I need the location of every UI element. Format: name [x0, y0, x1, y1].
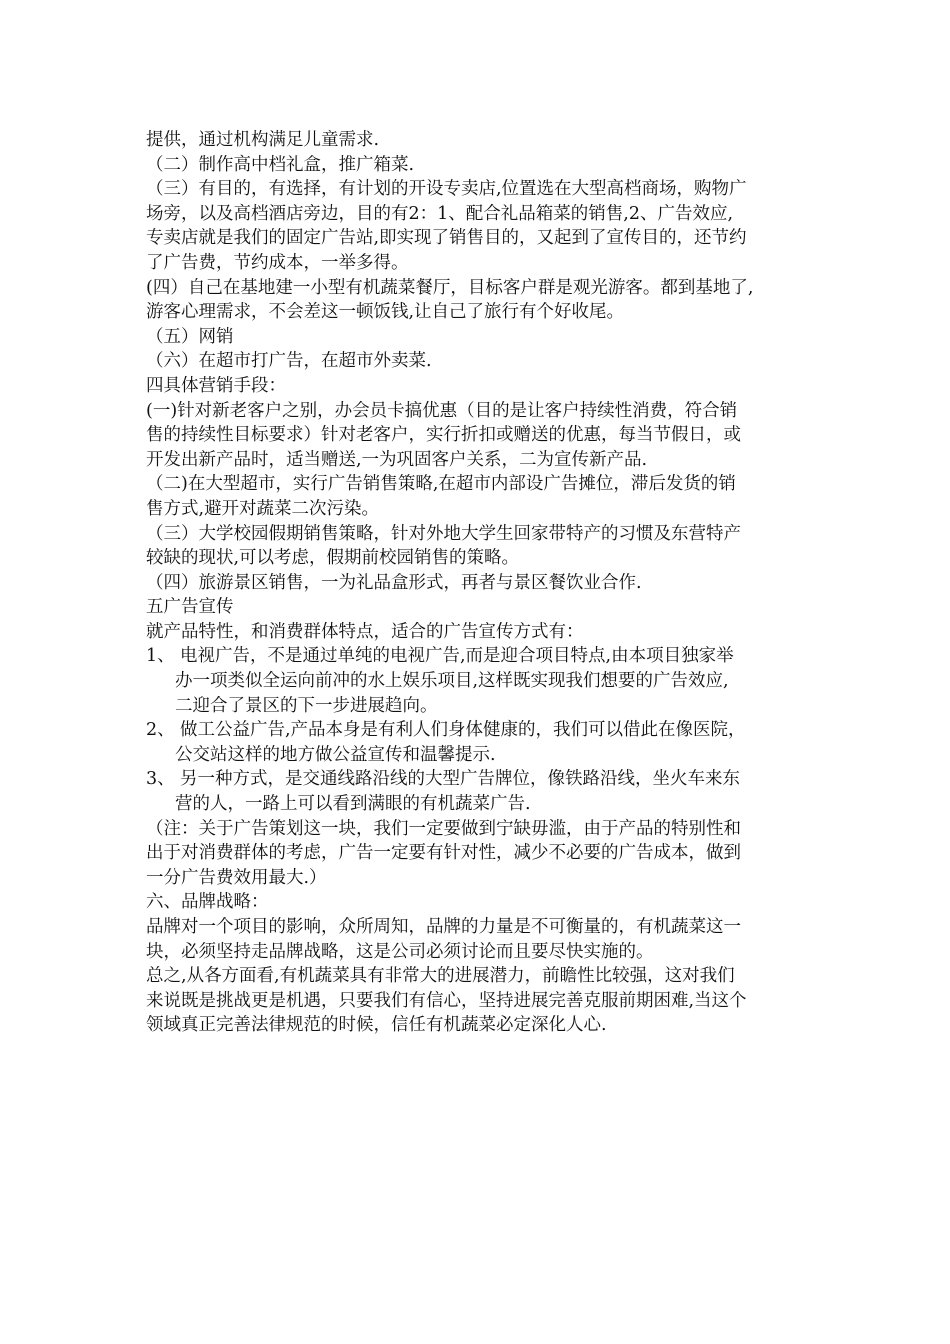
text-line: 场旁，以及高档酒店旁边，目的有2：1、配合礼品箱菜的销售,2、广告效应,: [146, 203, 734, 224]
document-page: [146, 128, 816, 1038]
list-text: 二迎合了景区的下一步进展趋向。: [175, 695, 438, 716]
note-line: 出于对消费群体的考虑，广告一定要有针对性，减少不必要的广告成本，做到: [146, 843, 741, 864]
section-heading: 五广告宣传: [146, 597, 234, 618]
text-line: (四）自己在基地建一小型有机蔬菜餐厅，目标客户群是观光游客。都到基地了,: [146, 277, 754, 298]
text-line: 较缺的现状,可以考虑，假期前校园销售的策略。: [146, 548, 520, 569]
text-line: 总之,从各方面看,有机蔬菜具有非常大的进展潜力，前瞻性比较强，这对我们: [146, 966, 735, 987]
text-line: （二）制作高中档礼盒，推广箱菜.: [146, 154, 415, 175]
text-line: 开发出新产品时，适当赠送,一为巩固客户关系，二为宣传新产品.: [146, 449, 648, 470]
list-item: [146, 767, 816, 816]
text-line: （三）大学校园假期销售策略，针对外地大学生回家带特产的习惯及东营特产: [146, 523, 741, 544]
list-item-first-line: [146, 644, 816, 669]
text-line: 游客心理需求，不会差这一顿饭钱,让自己了旅行有个好收尾。: [146, 302, 625, 323]
list-text: 公交站这样的地方做公益宣传和温馨提示.: [175, 744, 496, 765]
text-line: 售的持续性目标要求）针对老客户，实行折扣或赠送的优惠，每当节假日，或: [146, 425, 741, 446]
ad-methods-list: [146, 644, 816, 816]
list-number: 1、: [146, 646, 175, 667]
text-line: 提供，通过机构满足儿童需求.: [146, 130, 380, 150]
text-line: （二)在大型超市，实行广告销售策略,在超市内部设广告摊位，滞后发货的销: [146, 474, 736, 495]
note-line: （注：关于广告策划这一块，我们一定要做到宁缺毋滥，由于产品的特别性和: [146, 818, 741, 839]
text-line: 来说既是挑战更是机遇，只要我们有信心，坚持进展完善克服前期困难,当这个: [146, 990, 747, 1011]
list-item: [146, 644, 816, 718]
list-item-first-line: [146, 718, 816, 743]
list-text: 电视广告，不是通过单纯的电视广告,而是迎合项目特点,由本项目独家举: [180, 646, 734, 667]
text-line: 领域真正完善法律规范的时候，信任有机蔬菜必定深化人心.: [146, 1015, 607, 1036]
list-text: 办一项类似全运向前冲的水上娱乐项目,这样既实现我们想要的广告效应,: [175, 671, 729, 692]
section-heading: 四具体营销手段：: [146, 375, 286, 396]
text-line: 就产品特性，和消费群体特点，适合的广告宣传方式有：: [146, 621, 584, 642]
text-line: 品牌对一个项目的影响，众所周知，品牌的力量是不可衡量的，有机蔬菜这一: [146, 917, 741, 937]
list-number: 2、: [146, 720, 175, 741]
text-line: （五）网销: [146, 326, 234, 347]
note-line: 一分广告费效用最大.）: [146, 867, 327, 888]
text-line: （六）在超市打广告，在超市外卖菜.: [146, 351, 432, 372]
text-line: 售方式,避开对蔬菜二次污染。: [146, 498, 380, 519]
text-line: 了广告费，节约成本，一举多得。: [146, 252, 409, 273]
text-line: (一)针对新老客户之别，办会员卡搞优惠（目的是让客户持续性消费，符合销: [146, 400, 738, 421]
text-line: （三）有目的，有选择，有计划的开设专卖店,位置选在大型高档商场，购物广: [146, 179, 747, 200]
text-line: 专卖店就是我们的固定广告站,即实现了销售目的，又起到了宣传目的，还节约: [146, 228, 747, 249]
list-text: 另一种方式，是交通线路沿线的大型广告牌位，像铁路沿线，坐火车来东: [180, 769, 740, 790]
section-heading: 六、品牌战略：: [146, 892, 269, 913]
text-line: 块，必须坚持走品牌战略，这是公司必须讨论而且要尽快实施的。: [146, 941, 654, 962]
list-text: 营的人，一路上可以看到满眼的有机蔬菜广告.: [175, 794, 531, 815]
text-line: （四）旅游景区销售，一为礼品盒形式，再者与景区餐饮业合作.: [146, 572, 642, 593]
list-item-first-line: [146, 767, 816, 792]
list-number: 3、: [146, 769, 175, 790]
list-text: 做工公益广告,产品本身是有利人们身体健康的，我们可以借此在像医院，: [180, 720, 746, 741]
list-item: [146, 718, 816, 767]
